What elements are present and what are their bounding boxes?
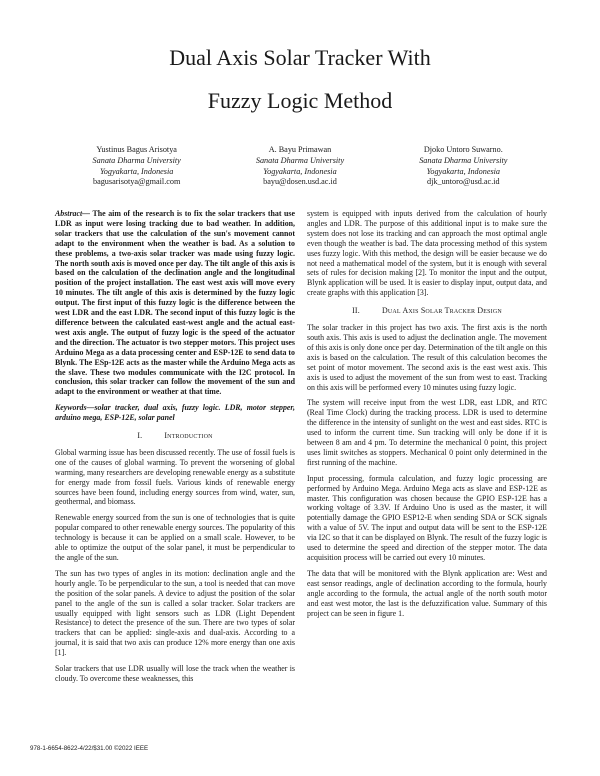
paragraph: Solar trackers that use LDR usually will lose the track when the weather is cloudy. To overcome these weaknesses, this (55, 664, 295, 683)
right-column (307, 209, 547, 624)
author-affiliation: Sanata Dharma University (419, 155, 508, 165)
paragraph: The solar tracker in this project has two axis. The first axis is the north south axis. This axis is used to adjust the declination angle. The movement of this axis is only done once per day. Determination of the tilt angle on this axis is based on the calculation. The result of this calculation becomes the set point of motor movement. The second axis is the east west axis. This axis is used to adjust the movement of the sun from west to east. Tracking on this axis will be performed every 10 minutes using fuzzy logic. (307, 323, 547, 392)
left-column (55, 209, 295, 690)
paragraph: Global warming issue has been discussed recently. The use of fossil fuels is one of the causes of global warming. To prevent the worsening of global warming, many researchers are developing renewable energy as a substitute for energy made from fossil fuels. Various kinds of renewable energy sources have been found, including energy sources from wind, water, sun, geothermal, and biomass. (55, 447, 295, 507)
keywords-text: solar tracker, dual axis, fuzzy logic. LDR, motor stepper, arduino mega, ESP-12E, solar panel (55, 403, 295, 423)
paragraph: Renewable energy sourced from the sun is one of technologies that is quite popular compared to other renewable energy sources. The popularity of this technology is because it can be applied on a small scale. However, to be able to optimize the output of the solar panel, it must be perpendicular to the angle of the sun. (55, 513, 295, 562)
copyright-footer: 978-1-6654-8622-4/22/$31.00 ©2022 IEEE (30, 745, 149, 752)
author-3 (382, 145, 545, 188)
paragraph: The sun has two types of angles in its motion: declination angle and the hourly angle. To be perpendicular to the sun, a tool is needed that can move the position of the solar panels. A device to adjust the position of the solar panel to the angle of the sun is called a solar tracker. Solar trackers are usually equipped with light sensors such as LDR (Light Dependent Resistance) to detect the presence of the sun. There are two types of solar trackers that can be applied: single-axis and dual-axis. According to a journal, it is said that two axis can produce 12% more energy than one axis [1]. (55, 568, 295, 658)
author-block (55, 145, 545, 188)
section-title: Introduction (164, 431, 213, 441)
paragraph: Input processing, formula calculation, and fuzzy logic processing are performed by Arduino Mega. Arduino Mega acts as slave and ESP-12E as master. This configuration was chosen because the GPIO ESP-12E has a working voltage of 3.3V. If Arduino Uno is used as the master, it will potentially damage the GPIO ESP12-E when sending SDA or SCK signals with a value of 5V. The input and output data will be sent to the ESP-12E via I2C so that it can be displayed on Blynk. The result of the fuzzy logic is used to determine the speed and direction of the stepper motor. The data acquisition process will be carried out every 10 minutes. (307, 473, 547, 562)
paper-title-line-1: Dual Axis Solar Tracker With (169, 45, 431, 70)
abstract (55, 209, 295, 397)
author-location: Yogyakarta, Indonesia (99, 166, 174, 176)
abstract-text: The aim of the research is to fix the solar trackers that use LDR as input were losing tracking due to bad weather. In addition, solar trackers that use the calculation of the sun's movement cannot adapt to the environment when the weather is bad. As a solution to these problems, a two-axis solar tracker was made using fuzzy logic. The north south axis is moved once per day. The tilt angle of this axis is based on the calculation of the declination angle and the longitudinal position of the project installation. The east west axis will move every 10 minutes. The tilt angle of this axis is determined by the fuzzy logic output. The first input of this fuzzy logic is the difference between the west LDR and the east LDR. The second input of this fuzzy logic is the difference between the calculated east-west angle and the actual east-west axis angle. The output of fuzzy logic is the speed of the actuator and the direction. The actuator is two stepper motors. This project uses Arduino Mega as a data processing center and ESP-12E to send data to Blynk. The ESp-12E acts as the master while the Arduino Mega acts as the slave. These two modules communicate with the I2C protocol. In conclusion, this solar tracker can follow the movement of the sun and adapt to the environment or weather at that time. (55, 209, 295, 397)
paragraph: The system will receive input from the west LDR, east LDR, and RTC (Real Time Clock) during the tracking process. LDR is used to determine the difference in the intensity of sunlight on the west and east sides. RTC is used to inform the current time. Sun tracking will only be done if it is between 8 am and 4 pm. To determine the mechanical 0 point, this project uses limit switches as stoppers. Mechanical 0 point only determined in the first running of the machine. (307, 398, 547, 467)
paper-title-line-2: Fuzzy Logic Method (207, 88, 393, 113)
author-name: Yustinus Bagus Arisotya (96, 145, 177, 154)
section-number: II. (352, 306, 360, 316)
author-email: djk_untoro@usd.ac.id (427, 177, 500, 187)
author-email: bayu@dosen.usd.ac.id (263, 177, 337, 187)
author-2 (218, 145, 381, 188)
author-affiliation: Sanata Dharma University (255, 155, 345, 165)
author-1 (55, 145, 218, 188)
abstract-label: Abstract— (55, 209, 91, 218)
paragraph: system is equipped with inputs derived from the calculation of hourly angles and LDR. The purpose of this additional input is to make sure the system does not lose its tracking and can approach the most optimal angle even though the weather is bad. The data processing method of this system uses fuzzy logic. With this method, the design will be easier because we do not need a mathematical model of the system, but it is enough with several sets of rules for decision making [2]. To monitor the input and the output, Blynk application will be used. It is easier to display input, output data, and create graphs with this application [3]. (307, 209, 547, 298)
section-heading-introduction (55, 431, 295, 441)
section-heading-design (307, 306, 547, 316)
author-affiliation: Sanata Dharma University (92, 155, 181, 165)
author-location: Yogyakarta, Indonesia (263, 166, 337, 176)
author-name: A. Bayu Primawan (268, 145, 332, 154)
section-title: Dual Axis Solar Tracker Design (381, 306, 502, 316)
paragraph: The data that will be monitored with the Blynk application are: West and east sensor readings, angle of declination according to the formula, hourly angle according to the formula, the actual angle of the north south motor and east west motor, the last is the defuzzification value. Summary of this project can be seen in figure 1. (307, 568, 547, 618)
keywords-label: Keywords— (55, 403, 95, 413)
keywords (55, 403, 295, 423)
author-email: bagusarisotya@gmail.com (92, 177, 181, 187)
author-location: Yogyakarta, Indonesia (426, 166, 501, 176)
author-name: Djoko Untoro Suwarno. (423, 145, 503, 154)
section-number: I. (137, 431, 143, 441)
